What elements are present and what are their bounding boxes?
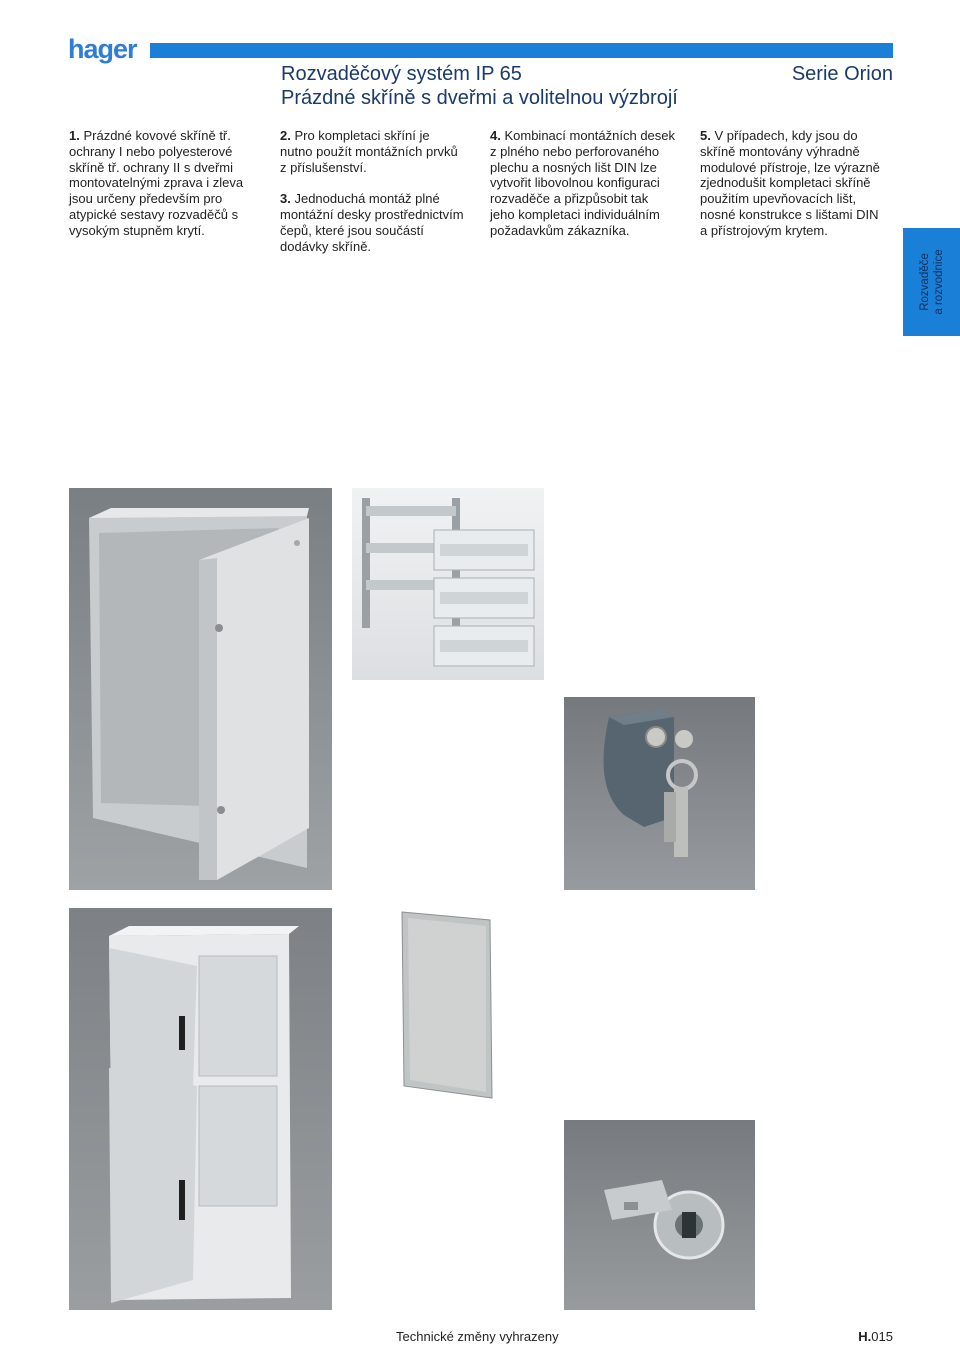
paragraph-3: 3. Jednoduchá montáž plné montážní desky prostřednictvím čepů, které jsou součástí dodávky skříně. <box>280 191 464 254</box>
text-column-3 <box>490 128 675 255</box>
paragraph-2: 2. Pro kompletaci skříní je nutno použít montážních prvků z příslušenství. <box>280 128 458 175</box>
title-line-1: Rozvaděčový systém IP 65 <box>281 63 522 85</box>
photo-double-door-cabinet <box>69 908 332 1310</box>
photo-mounting-plate <box>352 908 544 1100</box>
text-column-1 <box>69 128 254 255</box>
series-label: Serie Orion <box>791 63 893 85</box>
photo-open-cabinet <box>69 488 332 890</box>
photo-lock-with-keys <box>564 697 755 890</box>
page-number: H.015 <box>858 1329 893 1344</box>
paragraph-1: 1. Prázdné kovové skříně tř. ochrany I nebo polyesterové skříně tř. ochrany II s dveřmi montovatelnými zprava i zleva jsou určeny především pro atypické sestavy rozvaděčů s vysokým stupněm krytí. <box>69 128 244 238</box>
side-tab <box>903 228 960 336</box>
footer-note: Technické změny vyhrazeny <box>396 1329 559 1344</box>
photo-din-rail-frames <box>352 488 544 680</box>
side-tab-label: Rozvaděče a rozvodnice <box>918 249 945 315</box>
page-title <box>281 62 678 110</box>
title-line-2: Prázdné skříně s dveřmi a volitelnou výzbrojí <box>281 87 678 109</box>
photo-lock-insert <box>564 1120 755 1310</box>
text-column-2 <box>280 128 465 271</box>
text-column-4 <box>700 128 885 255</box>
paragraph-5: 5. V případech, kdy jsou do skříně montovány výhradně modulové přístroje, lze výrazně zjednodušit kompletaci skříně použitím upevňovacích lišt, nosné konstrukce s lištami DIN a přístrojovým krytem. <box>700 128 880 238</box>
header-bar <box>150 43 893 58</box>
paragraph-4: 4. Kombinací montážních desek z plného nebo perforovaného plechu a nosných lišt DIN lze vytvořit libovolnou konfiguraci rozvaděče a přizpůsobit tak jeho kompletaci individuálním požadavkům zákazníka. <box>490 128 676 238</box>
hager-logo: hager <box>68 34 137 64</box>
